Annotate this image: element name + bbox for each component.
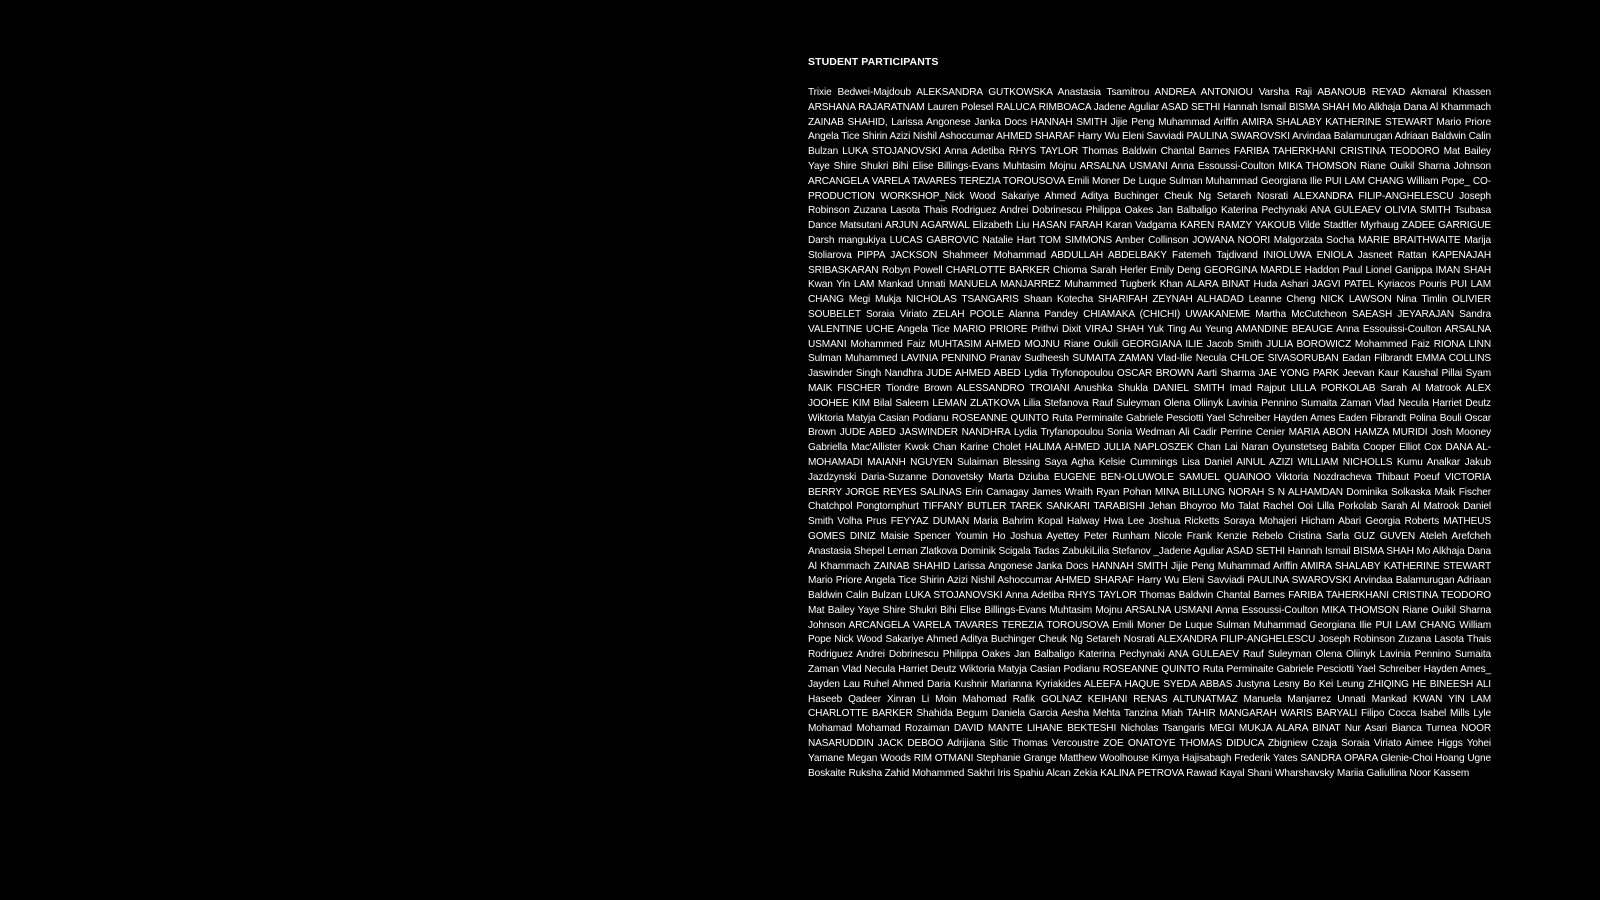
section-heading: STUDENT PARTICIPANTS	[808, 56, 939, 68]
credits-section	[808, 55, 1491, 781]
participant-names: Trixie Bedwei-Majdoub ALEKSANDRA GUTKOWSKA Anastasia Tsamitrou ANDREA ANTONIOU Varsha Raji ABANOUB REYAD Akmaral Khassen ARSHANA RAJARATNAM Lauren Polesel RALUCA RIMBOACA Jadene Aguliar ASAD SETHI Hannah Ismail BISMA SHAH Mo Alkhaja Dana Al Khammach ZAINAB SHAHID, Larissa Angonese Janka Docs HANNAH SMITH Jijie Peng Muhammad Ariffin AMIRA SHALABY KATHERINE STEWART Mario Priore Angela Tice Shirin Azizi Nishil Ashoccumar AHMED SHARAF Harry Wu Eleni Savviadi PAULINA SWAROVSKI Arvindaa Balamurugan Adriaan Baldwin Calin Bulzan LUKA STOJANOVSKI Anna Adetiba RHYS TAYLOR Thomas Baldwin Chantal Barnes FARIBA TAHERKHANI CRISTINA TEODORO Mat Bailey Yaye Shire Shukri Bihi Elise Billings-Evans Muhtasim Mojnu ARSALNA USMANI Anna Essoussi-Coulton MIKA THOMSON Riane Ouikil Sharna Johnson ARCANGELA VARELA TAVARES TEREZIA TOROUSOVA Emili Moner De Luque Sulman Muhammad Georgiana Ilie PUI LAM CHANG William Pope_ CO-PRODUCTION WORKSHOP_Nick Wood Sakariye Ahmed Aditya Buchinger Cheuk Ng Setareh Nosrati ALEXANDRA FILIP-ANGHELESCU Joseph Robinson Zuzana Lasota Thais Rodriguez Andrei Dobrinescu Philippa Oakes Jan Balbaligo Katerina Pechynaki ANA GULEAEV OLIVIA SMITH Tsubasa Dance Matsutani ARJUN AGARWAL Elizabeth Liu HASAN FARAH Karan Vadgama KAREN RAMZY YAKOUB Vilde Stadtler Myrhaug ZADEE GARRIGUE Darsh mangukiya LUCAS GABROVIC Natalie Hart TOM SIMMONS Amber Collinson JOWANA NOORI Malgorzata Socha MARIE BRAITHWAITE Marija Stoliarova PIPPA JACKSON Shahmeer Mohammad ABDULLAH ABDELBAKY Fatemeh Tajdivand INIOLUWA ENIOLA Jasneet Rattan KAPENAJAH SRIBASKARAN Robyn Powell CHARLOTTE BARKER Chioma Sarah Herler Emily Deng GEORGINA MARDLE Haddon Paul Lionel Ganippa IMAN SHAH Kwan Yin LAM Mankad Unnati MANUELA MANJARREZ Muhammed Tugberk Khan ALARA BINAT Huda Ashari JAGVI PATEL Kyriacos Pouris PUI LAM CHANG Megi Mukja NICHOLAS TSANGARIS Shaan Kotecha SHARIFAH ZEYNAH ALHADAD Leanne Cheng NICK LAWSON Nina Timlin OLIVIER SOUBELET Soraia Viriato ZELAH POOLE Alanna Pandey CHIAMAKA (CHICHI) UWAKANEME Martha McCutcheon SAEASH JEYARAJAN Sandra VALENTINE UCHE Angela Tice MARIO PRIORE Prithvi Dixit VIRAJ SHAH Yuk Ting Au Yeung AMANDINE BEAUGE Anna Essouissi-Coulton ARSALNA USMANI Mohammed Faiz MUHTASIM AHMED MOJNU Riane Oukili GEORGIANA ILIE Jacob Smith JULIA BOROWICZ Mohammed Faiz RIONA LINN Sulman Muhammed LAVINIA PENNINO Pranav Sudheesh SUMAITA ZAMAN Vlad-Ilie Necula CHLOE SIVASORUBAN Eadan Filbrandt EMMA COLLINS Jaswinder Singh Nandhra JUDE AHMED ABED Lydia Tryfonopoulou OSCAR BROWN Aarti Sharma JAE YONG PARK Jeevan Kaur Kaushal Pillai Syam MAIK FISCHER Tiondre Brown ALESSANDRO TROIANI Anushka Shukla DANIEL SMITH Imad Rajput LILLA PORKOLAB Sarah Al Matrook ALEX JOOHEE KIM Bilal Saleem LEMAN ZLATKOVA Lilia Stefanova Rauf Suleyman Olena Oliinyk Lavinia Pennino Sumaita Zaman Vlad Necula Harriet Deutz Wiktoria Matyja Casian Podianu ROSEANNE QUINTO Ruta Perminaite Gabriele Pesciotti Yael Schreiber Hayden Ames Eaden Fibrandt Polina Bouli Oscar Brown JUDE ABED JASWINDER NANDHRA Lydia Tryfanopoulou Sonia Wedman Ali Cadir Perrine Cenier MARIA ABON HAMZA MURIDI Josh Mooney Gabriella Mac'Allister Kwok Chan Karine Cholet HALIMA AHMED JULIA NAPLOSZEK Chan Lai Naran Oyunstetseg Babita Cooper Elliot Cox DANA AL-MOHAMADI MAIANH NGUYEN Sulaiman Blessing Saya Agha Kelsie Cummings Lisa Daniel AINUL AZIZI WILLIAM NICHOLLS Kumu Analkar Jakub Jazdzynski Daria-Suzanne Donovetsky Marta Dziuba EUGENE BEN-OLUWOLE SAMUEL QUAINOO Viktoria Nozdracheva Thibaut Poeuf VICTORIA BERRY JORGE REYES SALINAS Erin Camagay James Wraith Ryan Pohan MINA BILLUNG NORAH S N ALHAMDAN Dominika Solkaska Maik Fischer Chatchpol Pongtornphurt TIFFANY BUTLER TAREK SANKARI TARABISHI Jehan Bhoyroo Mo Talat Rachel Ooi Lilla Porkolab Sarah Al Matrook Daniel Smith Volha Prus FEYYAZ DUMAN Maria Bahrim Kopal Halway Hwa Lee Joshua Ricketts Soraya Mohajeri Hicham Abari Georgia Roberts MATHEUS GOMES DINIZ Maisie Spencer Youmin Ho Joshua Ayettey Peter Runham Nicole Frank Kenzie Rebelo Cristina Sarla GUZ GUVEN Ateleh Arefcheh Anastasia Shepel Leman Zlatkova Dominik Scigala Tadas ZabukiLilia Stefanov _Jadene Aguliar ASAD SETHI Hannah Ismail BISMA SHAH Mo Alkhaja Dana Al Khammach ZAINAB SHAHID Larissa Angonese Janka Docs HANNAH SMITH Jijie Peng Muhammad Ariffin AMIRA SHALABY KATHERINE STEWART Mario Priore Angela Tice Shirin Azizi Nishil Ashoccumar AHMED SHARAF Harry Wu Eleni Savviadi PAULINA SWAROVSKI Arvindaa Balamurugan Adriaan Baldwin Calin Bulzan LUKA STOJANOVSKI Anna Adetiba RHYS TAYLOR Thomas Baldwin Chantal Barnes FARIBA TAHERKHANI CRISTINA TEODORO Mat Bailey Yaye Shire Shukri Bihi Elise Billings-Evans Muhtasim Mojnu ARSALNA USMANI Anna Essoussi-Coulton MIKA THOMSON Riane Ouikil Sharna Johnson ARCANGELA VARELA TAVARES TEREZIA TOROUSOVA Emili Moner De Luque Sulman Muhammad Georgiana Ilie PUI LAM CHANG William Pope Nick Wood Sakariye Ahmed Aditya Buchinger Cheuk Ng Setareh Nosrati ALEXANDRA FILIP-ANGHELESCU Joseph Robinson Zuzana Lasota Thais Rodriguez Andrei Dobrinescu Philippa Oakes Jan Balbaligo Katerina Pechynaki ANA GULEAEV Rauf Suleyman Olena Oliinyk Lavinia Pennino Sumaita Zaman Vlad Necula Harriet Deutz Wiktoria Matyja Casian Podianu ROSEANNE QUINTO Ruta Perminaite Gabriele Pesciotti Yael Schreiber Hayden Ames_ Jayden Lau Ruhel Ahmed Daria Kushnir Marianna Kyriakides ALEEFA HAQUE SYEDA ABBAS Justyna Lesny Bo Kei Leung ZHIQING HE BINEESH ALI Haseeb Qadeer Xinran Li Moin Mahomad Rafik GOLNAZ KEIHANI RENAS ALTUNATMAZ Manuela Manjarrez Unnati Mankad KWAN YIN LAM CHARLOTTE BARKER Shahida Begum Daniela Garcia Aesha Mehta Tanzina Miah TAHIR MANGARAH WARIS BARYALI Filipo Cocca Isabel Mills Lyle Mohamad Mohamad Rozaiman DAVID MANTE LIHANE BEKTESHI Nicholas Tsangaris MEGI MUKJA ALARA BINAT Nur Asari Bianca Turnea NOOR NASARUDDIN JACK DEBOO Adrijiana Sitic Thomas Vercoustre ZOE ONATOYE THOMAS DIDUCA Zbigniew Czaja Soraia Viriato Aimee Higgs Yohei Yamane Megan Woods RIM OTMANI Stephanie Grange Matthew Woolhouse Kimya Hajisabagh Frederik Yates SANDRA OPARA Glenie-Choi Hoang Ugne Boskaite Ruksha Zahid Mohammed Sakhri Iris Spahiu Alcan Zekia KALINA PETROVA Rawad Kayal Shani Wharshavsky Mariia Galiullina Noor Kassem	[808, 87, 1491, 779]
